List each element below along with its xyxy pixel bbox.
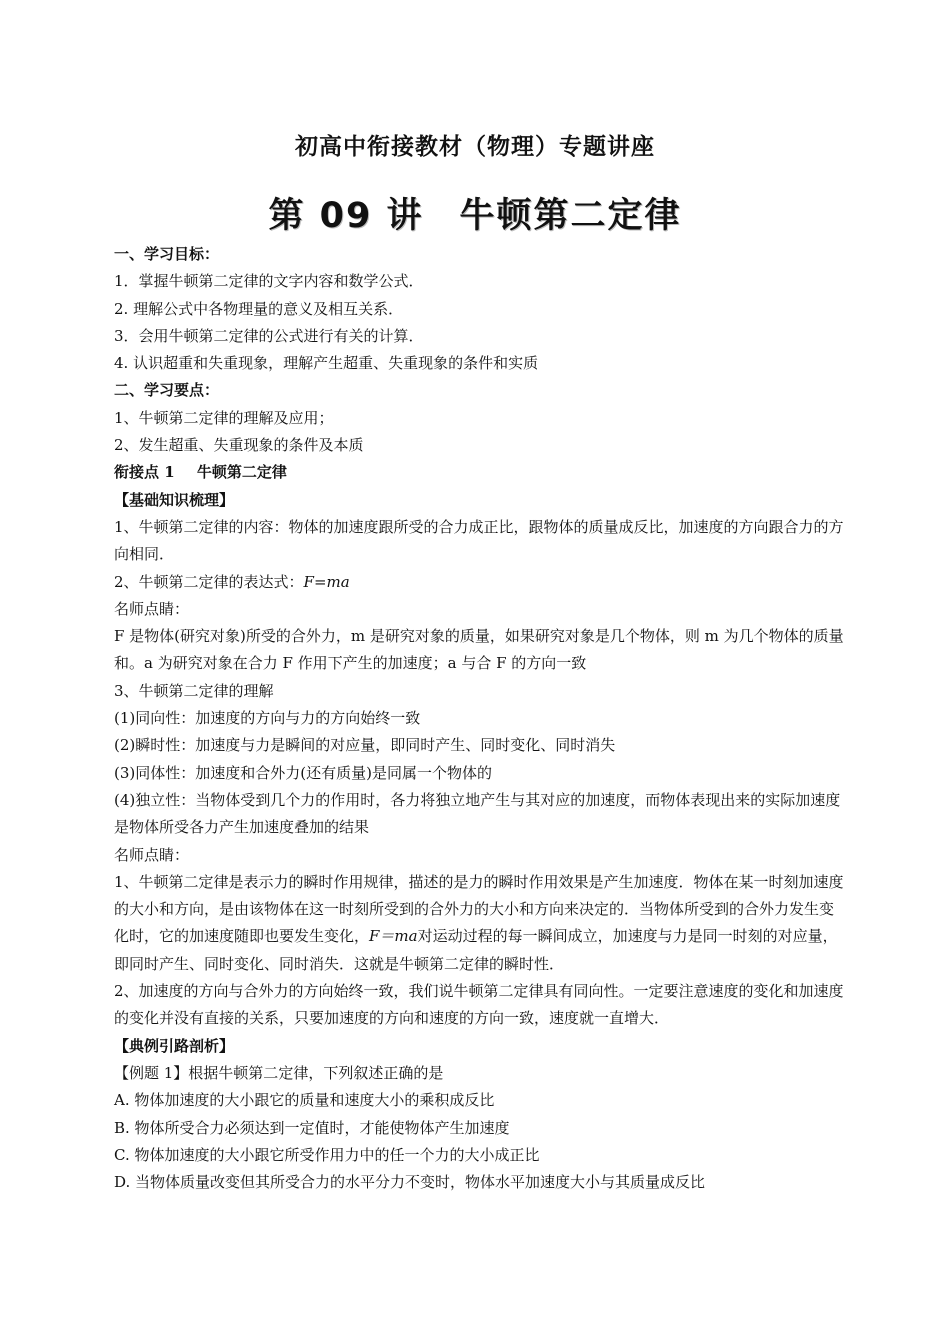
answer-option: A. 物体加速度的大小跟它的质量和速度大小的乘积成反比: [114, 1091, 495, 1110]
section-label: 衔接点 1: [114, 463, 175, 482]
basics-formula-line: [114, 569, 846, 596]
formula: F=ma: [303, 572, 350, 591]
tip-text: 1、牛顿第二定律是表示力的瞬时作用规律，描述的是力的瞬时作用效果是产生加速度．物体在某一时刻加速度的大小和方向，是由该物体在这一时刻所受到的合外力的大小和方向来决定的．当物体所受到的合外力发生变化时，它的加速度随即也要发生变化，: [114, 872, 844, 946]
answer-option: B. 物体所受合力必须达到一定值时，才能使物体产生加速度: [114, 1118, 510, 1137]
property-item: (1)同向性：加速度的方向与力的方向始终一致: [114, 709, 421, 728]
tip-label: 名师点睛：: [114, 599, 190, 618]
answer-option: C. 物体加速度的大小跟它所受作用力中的任一个力的大小成正比: [114, 1145, 540, 1164]
series-header: 初高中衔接教材（物理）专题讲座: [295, 134, 655, 160]
examples-heading: 【典例引路剖析】: [114, 1036, 235, 1055]
goals-heading: 一、学习目标：: [114, 245, 220, 263]
document-body: [114, 241, 846, 1196]
points-heading: 二、学习要点：: [114, 381, 220, 400]
point-item: 1、牛顿第二定律的理解及应用；: [114, 408, 334, 427]
goal-item: 3．会用牛顿第二定律的公式进行有关的计算．: [114, 326, 424, 345]
goal-item: 4. 认识超重和失重现象，理解产生超重、失重现象的条件和实质: [114, 354, 539, 373]
formula: F＝ma: [369, 927, 418, 946]
tip-paragraph: F 是物体(研究对象)所受的合外力，m 是研究对象的质量，如果研究对象是几个物体，则 m 为几个物体的质量和。a 为研究对象在合力 F 作用下产生的加速度；a 与合 F 的方向一致: [114, 627, 844, 673]
property-item: (2)瞬时性：加速度与力是瞬间的对应量，即同时产生、同时变化、同时消失: [114, 736, 616, 755]
goal-item: 2. 理解公式中各物理量的意义及相互关系．: [114, 299, 404, 318]
lecture-number: 第 09 讲: [268, 196, 424, 236]
tip-paragraph: 2、加速度的方向与合外力的方向始终一致，我们说牛顿第二定律具有同向性。一定要注意速度的变化和加速度的变化并没有直接的关系，只要加速度的方向和速度的方向一致，速度就一直增大．: [114, 982, 844, 1028]
tip-label: 名师点睛：: [114, 845, 190, 864]
formula-prefix: 2、牛顿第二定律的表达式：: [114, 572, 304, 591]
point-item: 2、发生超重、失重现象的条件及本质: [114, 436, 364, 455]
basics-paragraph: 1、牛顿第二定律的内容：物体的加速度跟所受的合力成正比，跟物体的质量成反比，加速度的方向跟合力的方向相同．: [114, 517, 844, 564]
section-name: 牛顿第二定律: [196, 463, 287, 482]
example-question: 【例题 1】根据牛顿第二定律，下列叙述正确的是: [114, 1063, 444, 1082]
lecture-name: 牛顿第二定律: [459, 196, 682, 236]
basics-heading: 【基础知识梳理】: [114, 490, 235, 509]
tip-text: 对运动过程的每一瞬间成立，加速度与力是同一时刻的对应量，即同时产生、同时变化、同时消失．这就是牛顿第二定律的瞬时性．: [114, 927, 838, 973]
goal-item: 1．掌握牛顿第二定律的文字内容和数学公式．: [114, 272, 424, 291]
section-heading: [114, 459, 846, 486]
lecture-title: [0, 188, 950, 238]
answer-option: D. 当物体质量改变但其所受合力的水平分力不变时，物体水平加速度大小与其质量成反比: [114, 1173, 706, 1192]
property-item: (4)独立性：当物体受到几个力的作用时，各力将独立地产生与其对应的加速度，而物体表现出来的实际加速度是物体所受各力产生加速度叠加的结果: [114, 790, 841, 837]
property-item: (3)同体性：加速度和合外力(还有质量)是同属一个物体的: [114, 763, 492, 782]
tip-paragraph: [114, 869, 846, 978]
basics-paragraph: 3、牛顿第二定律的理解: [114, 681, 274, 700]
